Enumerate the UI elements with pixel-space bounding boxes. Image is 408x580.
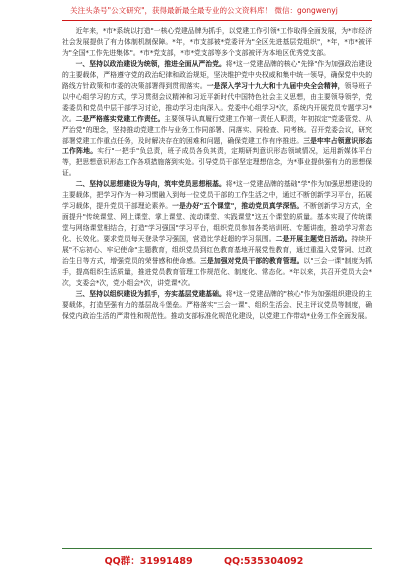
- paragraph-heading: 三是加强对党员干部的教育管理。: [200, 257, 304, 266]
- paragraph-heading: 三、坚持以组织建设为抓手，夯实基层党建基础。: [75, 289, 226, 298]
- paragraph-heading: 三是牢牢占领意识形态工作阵地。: [62, 136, 372, 156]
- paragraph-text: 不断创新学习方式，全面提升"传统课堂、网上课堂、掌上课堂、流动课堂、实践课堂"这五个课堂的质量。基本实现了传统课堂与网络课堂相结合，打造"学习强国"学习平台，组织党员参加各类培训班、专题讲座，推动学习常态化、长效化。要求党员每天登录学习强国，营造比学赶超的学习氛围。: [62, 202, 372, 244]
- paragraph-heading: 一是办好"五个课堂"，推动党员真学深悟。: [172, 202, 304, 211]
- paragraph-text: 持续开展"不忘初心、牢记使命"主题教育，组织党员到红色教育基地开展党性教育，通过重温入党誓词、过政治生日等方式，增强党员的荣誉感和使命感。: [62, 235, 372, 266]
- paragraph-text: 以"三会一课"制度为抓手，提高组织生活质量，推进党员教育管理工作规范化、制度化、常态化。*年以来，共召开党员大会*次，支委会*次，党小组会*次，讲党课*次。: [62, 257, 372, 287]
- paragraph: [62, 26, 372, 59]
- paragraph-text: 近年来，*市*系统以打造"一核心党建品牌为抓手，以党建工作引领*工作取得全面发展，为*市经济社会发展提供了有力体制机制保障。*年，*市支部被*党委评为"全区先进基层党组织"，*年，*市*被评为"全国*工作先进集体"。*市*党支部，*市*党支部等多个支部被评为本地区优秀党支部。: [62, 27, 372, 57]
- footer-qq-number: QQ:535304092: [223, 556, 304, 567]
- paragraph-heading: 二、坚持以思想建设为导向，筑牢党员思想根基。: [75, 180, 226, 189]
- paragraph: [62, 59, 372, 179]
- footer-qq-group: QQ群：31991489: [104, 556, 193, 567]
- header-divider: [62, 20, 372, 21]
- paragraph-heading: 一、坚持以政治建设为统领，推进全面从严治党。: [75, 59, 226, 68]
- paragraph-text: 领导班子以中心组学习的方式，学习贯彻会议精神和习近平新时代中国特色社会主义思想，由主要领导领学，党委委员和党员中层干部学习讨论，推动学习走向深入。党委中心组学习*次，系统内开展党员专题学习*次。: [62, 81, 372, 123]
- document-body: [62, 26, 372, 544]
- paragraph-text: 将*这一党建品牌的"核心"作为加强组织建设的主要载体，打造坚强有力的基层战斗堡垒。严格落实"三会一课"、组织生活会、民主评议党员等制度，确保党内政治生活的严肃性和规范性。推动支部标准化规范化建设，以党建工作带动*业务工作全面发展。: [62, 289, 372, 320]
- paragraph-text: 将*这一党建品牌的核心"先锋"作为加强政治建设的主要载体，严格遵守党的政治纪律和政治规矩，坚决维护党中央权威和集中统一领导，确保党中央的路线方针政策和市委的决策部署得到贯彻落实。: [62, 59, 372, 90]
- header-banner: 关注头条号"公文研究"，获得最新最全最专业的公文资料库！ 微信：gongwenyj: [70, 6, 338, 15]
- footer-divider: [62, 548, 372, 549]
- footer-contact: [0, 552, 408, 572]
- paragraph-text: 将*这一党建品牌的基础"学"作为加强思想建设的主要载体，把学习作为一种习惯融入到每一位党员干部的工作生活之中，通过不断创新学习平台，拓展学习载体，提升党员干部理论素养。: [62, 180, 372, 211]
- paragraph-heading: 二是严格落实党建工作责任。: [75, 114, 165, 123]
- paragraph: [62, 179, 372, 289]
- paragraph-text: 实行"一把手"负总责，班子成员各负其责，定期研判意识形态领域情况，运用新媒体平台等，把思想意识形态工作各项措施落到实处。引导党员干部坚定理想信念，为*事业提供强有力的思想保证。: [62, 147, 372, 178]
- paragraph: [62, 289, 372, 322]
- paragraph-heading: 二是开展主题党日活动。: [275, 235, 352, 244]
- paragraph-text: 主要领导认真履行党建工作第一责任人职责，年初拟定"党委管党、从严治党"的理念，坚持推动党建工作与业务工作同部署、同落实、同检查、同考核。召开党委会议，研究部署党建工作重点任务，及时解决存在的困难和问题，确保党建工作有序推进。: [62, 114, 372, 145]
- paragraph-heading: 一是深入学习十九大和十九届中央全会精神，: [206, 81, 345, 90]
